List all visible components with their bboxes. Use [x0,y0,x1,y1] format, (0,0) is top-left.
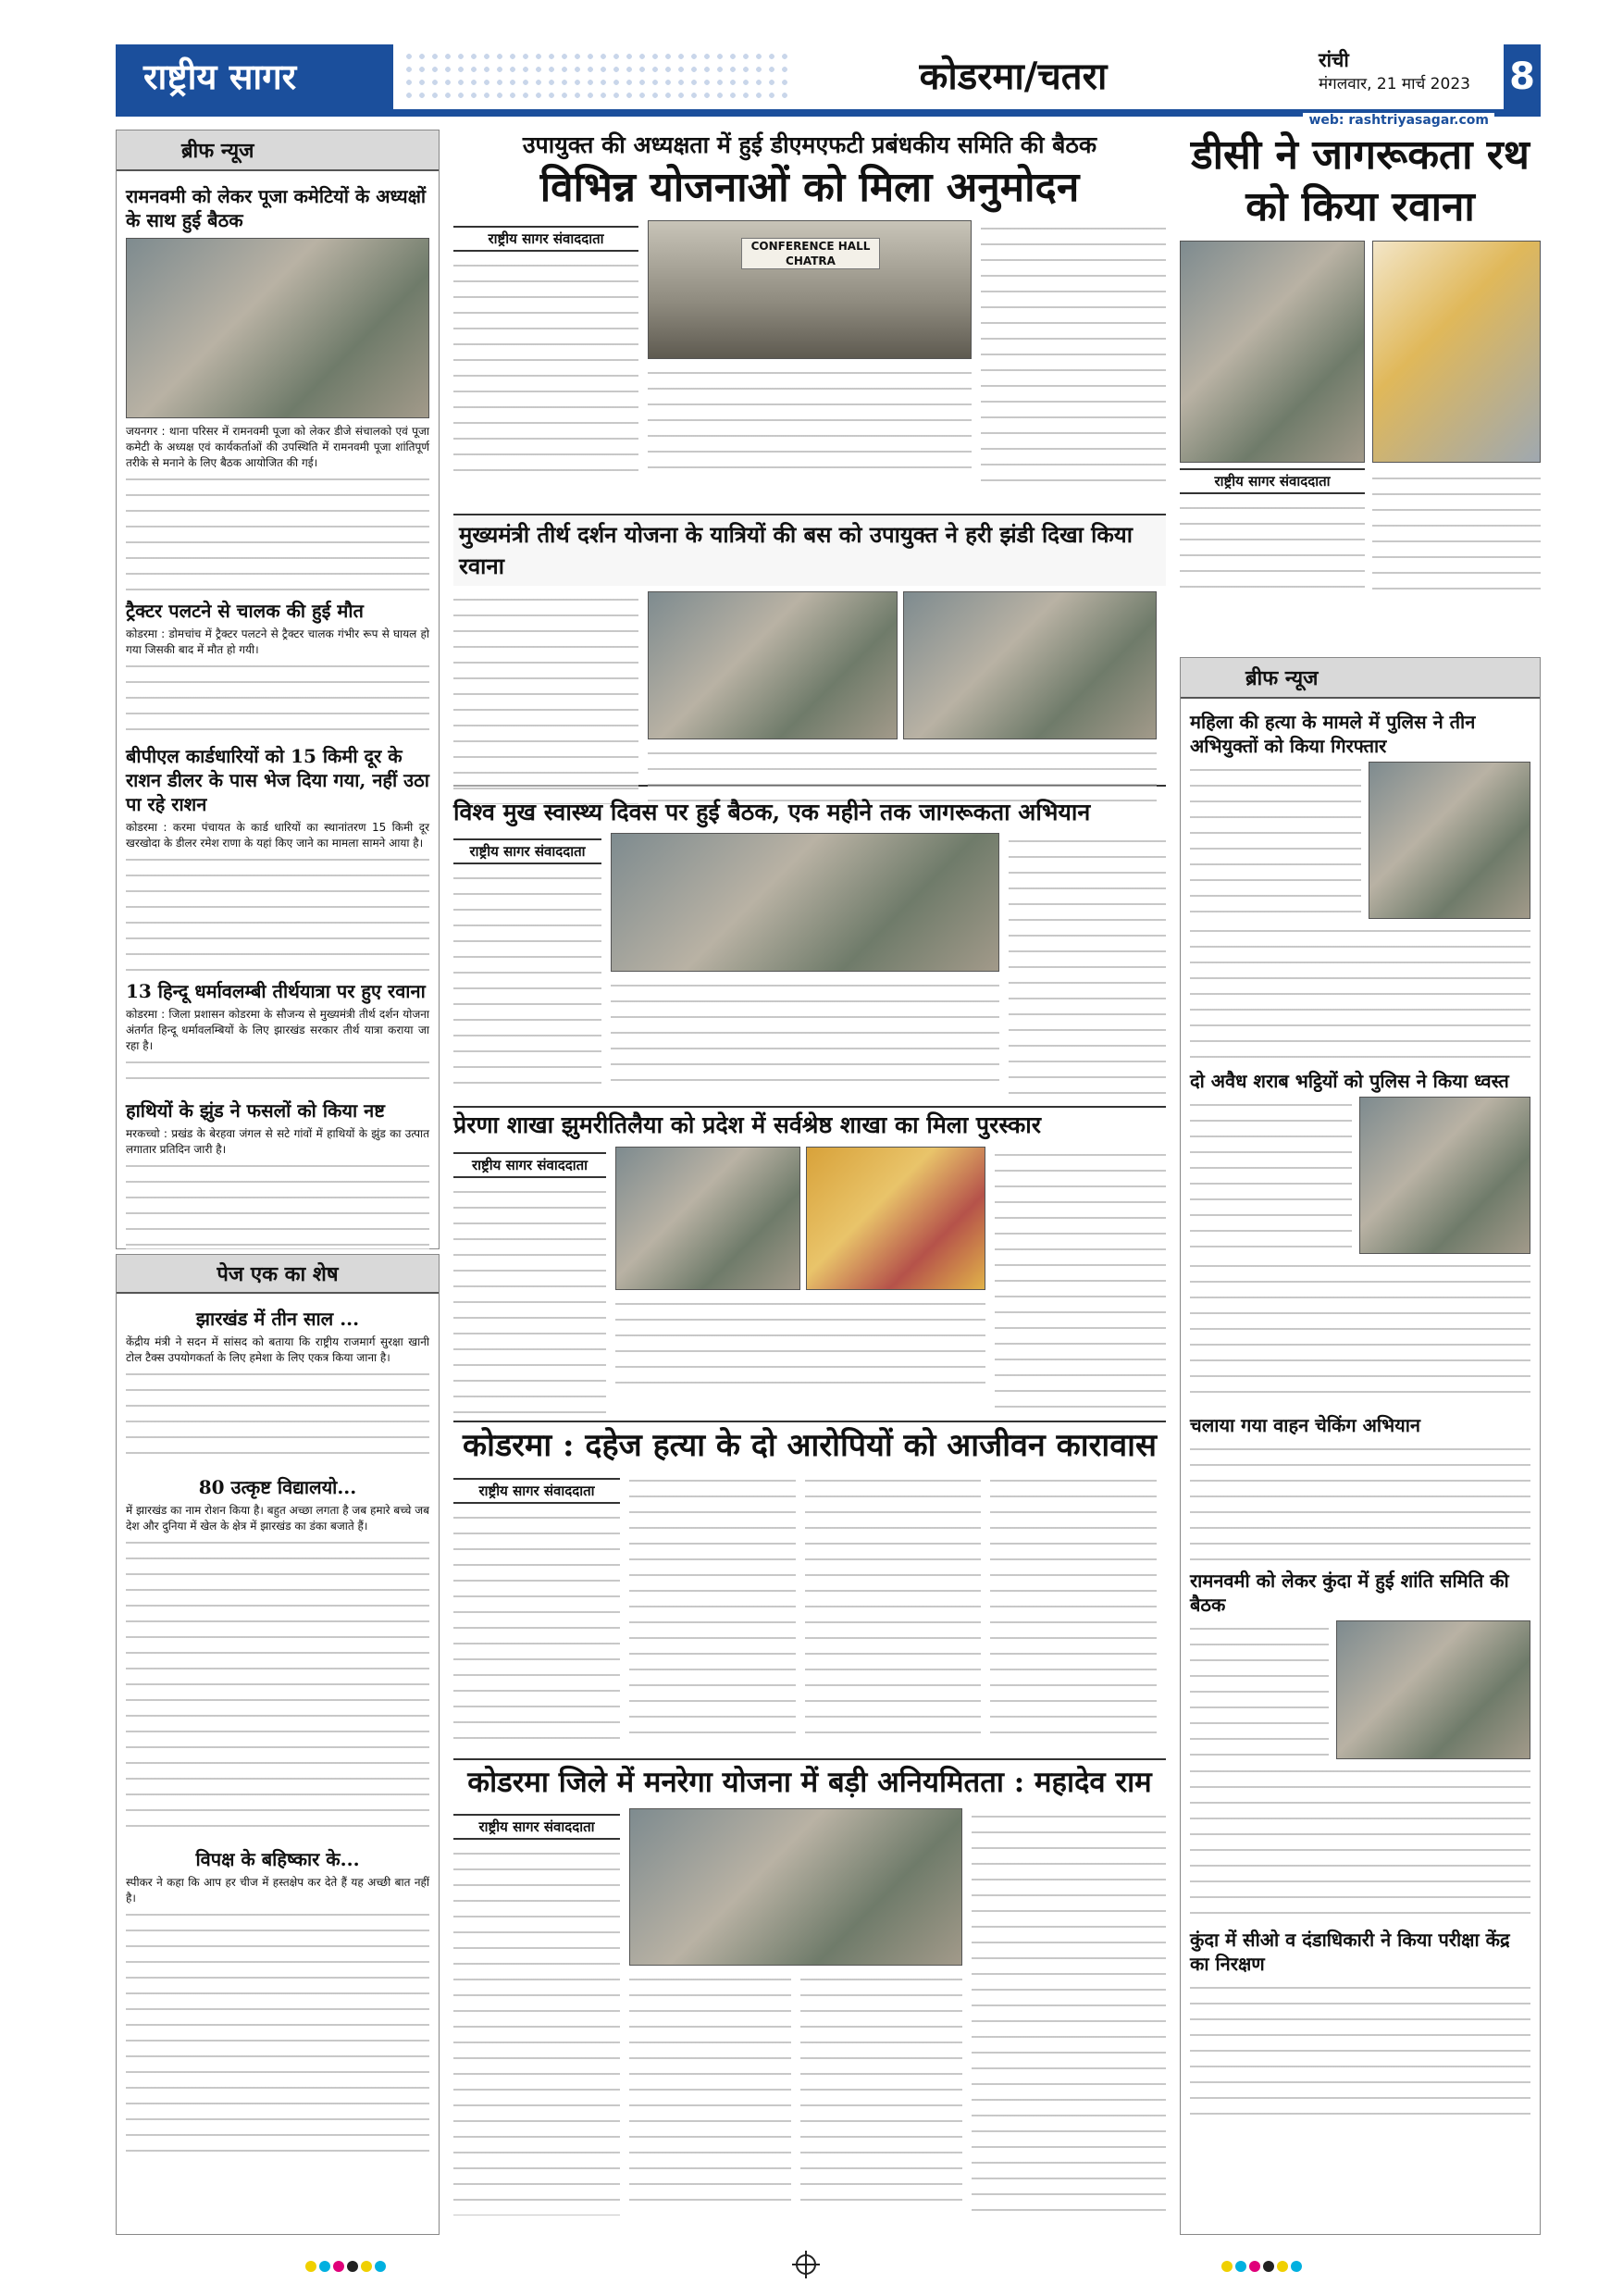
continuation-headline: 80 उत्कृष्ट विद्यालयो... [198,1476,357,1498]
story-text-lines [453,1845,620,2215]
dateline [1319,48,1504,96]
byline: राष्ट्रीय सागर संवाददाता [453,226,638,252]
brief-headline: कुंदा में सीओ व दंडाधिकारी ने किया परीक्षा केंद्र का निरक्षण [1190,1929,1510,1975]
story-text-lines [629,1971,791,2203]
newspaper-logo: राष्ट्रीय सागर [116,44,393,109]
story-text-lines [453,870,601,1097]
story-headline: विश्व मुख स्वास्थ्य दिवस पर हुई बैठक, एक महीने तक जागरूकता अभियान [453,799,1091,825]
byline: राष्ट्रीय सागर संवाददाता [453,838,601,864]
story-text-lines [1190,1763,1530,1920]
print-registration-dots [305,2258,389,2271]
story-text-lines [990,1472,1157,1745]
website-link[interactable]: web: rashtriyasagar.com [1303,113,1494,128]
photo-flag-off-chariot [1180,241,1365,463]
photo-liquor-raid [1359,1097,1530,1254]
story-text-lines [1190,1097,1352,1254]
story-text-lines [1190,1980,1530,2118]
story-text-lines [126,1534,429,1840]
story-headline: कोडरमा जिले में मनरेगा योजना में बड़ी अनियमितता : महादेव राम [467,1766,1152,1799]
story-text-lines [126,1906,429,2166]
story-text-lines [126,1366,429,1468]
byline: राष्ट्रीय सागर संवाददाता [1180,468,1365,494]
story-body: कोडरमा : डोमचांच में ट्रैक्टर पलटने से ट्रैक्टर चालक गंभीर रूप से घायल हो गया जिसकी बाद में मौत हो गयी। [126,627,429,656]
story-text-lines [453,591,638,804]
story-text-lines [981,220,1166,489]
continuation-tag: पेज एक का शेष [117,1255,439,1294]
story-mnrega [453,1758,1166,2240]
story-text-lines [1190,1620,1329,1759]
continuation-body: स्पीकर ने कहा कि आप हर चीज में हस्तक्षेप कर देते हैं यह अच्छी बात नहीं है। [126,1876,429,1905]
story-text-lines [615,1296,985,1397]
story-text-lines [1190,1258,1530,1406]
photo-peace-committee [1336,1620,1530,1759]
story-headline: विभिन्न योजनाओं को मिला अनुमोदन [539,164,1080,211]
story-text-lines [126,658,429,737]
continuation-body: में झारखंड का नाम रोशन किया है। बहुत अच्छा लगता है जब हमारे बच्चे जब देश और दुनिया में खेल के क्षेत्र में झारखंड का डंका बजाते हैं। [126,1504,429,1533]
story-oral-health [453,796,1166,1101]
story-headline: 13 हिन्दू धर्मावलम्बी तीर्थयात्रा पर हुए रवाना [126,980,426,1002]
story-text-lines [805,1472,981,1745]
brief-headline: महिला की हत्या के मामले में पुलिस ने तीन अभियुक्तों को किया गिरफ्तार [1190,711,1476,757]
story-headline: रामनवमी को लेकर पूजा कमेटियों के अध्यक्षों के साथ हुई बैठक [126,185,427,231]
photo-pilgrims [648,591,898,739]
section-title: कोडरमा/चतरा [919,55,1108,98]
continuation-headline: झारखंड में तीन साल ... [195,1308,360,1330]
continuation-body: केंद्रीय मंत्री ने सदन में सांसद को बताया कि राष्ट्रीय राजमार्ग सुरक्षा खानी टोल टैक्स उपयोगकर्ता के लिए हमेशा के लिए एकत्र किया जाना है। [126,1335,429,1364]
left-continuation-column [116,1254,440,2235]
story-text-lines [453,1184,606,1415]
story-awareness-chariot [1180,130,1541,648]
byline: राष्ट्रीय सागर संवाददाता [453,1478,620,1504]
story-body: जयनगर : थाना परिसर में रामनवमी पूजा को लेकर डीजे संचालको एवं पूजा कमेटी के अध्यक्ष एवं कार्यकर्ताओं की उपस्थिति में रामनवमी पूजा शांतिपूर्ण तरीके से मनाने के लिए बैठक आयोजित की गई। [126,425,429,469]
photo-award [615,1147,800,1290]
story-headline: कोडरमा : दहेज हत्या के दो आरोपियों को आजीवन कारावास [463,1427,1157,1464]
story-text-lines [1190,762,1361,919]
story-tirth-darshan [453,514,1166,787]
dateline-city: रांची [1319,49,1349,71]
brief-headline: रामनवमी को लेकर कुंदा में हुई शांति समिति की बैठक [1190,1570,1509,1616]
brief-news-tag: ब्रीफ न्यूज [117,130,439,171]
photo-meeting [126,238,429,418]
story-text-lines [1190,923,1530,1061]
photo-sign-line: CONFERENCE HALL [750,240,871,253]
byline: राष्ट्रीय सागर संवाददाता [453,1814,620,1840]
story-body: कोडरमा : जिला प्रशासन कोडरमा के सौजन्य से मुख्यमंत्री तीर्थ दर्शन योजना अंतर्गत हिन्दू धर्मावलम्बियों के लिए झारखंड सरकार तीर्थ यात्रा कराया जा रहा है। [126,1008,429,1052]
story-text-lines [995,1147,1166,1410]
photo-accused [1369,762,1530,919]
print-registration-dots [1221,2258,1305,2271]
story-dowry-murder [453,1421,1166,1754]
story-text-lines [453,1509,620,1750]
photo-flag-off [903,591,1157,739]
story-headline: प्रेरणा शाखा झुमरीतिलैया को प्रदेश में सर्वश्रेष्ठ शाखा का मिला पुरस्कार [453,1111,1041,1138]
story-text-lines [972,1808,1166,2211]
decorative-dot-pattern [403,50,791,104]
story-text-lines [629,1472,796,1745]
right-brief-column [1180,657,1541,2235]
brief-headline: दो अवैध शराब भट्ठियों को पुलिस ने किया ध्वस्त [1190,1070,1509,1092]
byline: राष्ट्रीय सागर संवाददाता [453,1152,606,1178]
story-headline: ट्रैक्टर पलटने से चालक की हुई मौत [126,600,364,622]
brief-news-tag: ब्रीफ न्यूज [1181,658,1540,699]
story-text-lines [453,257,638,475]
story-text-lines [1372,470,1541,600]
photo-health-meeting [611,833,999,972]
story-headline: हाथियों के झुंड ने फसलों को किया नष्ट [126,1099,385,1122]
story-text-lines [126,851,429,972]
story-kicker: उपायुक्त की अध्यक्षता में हुई डीएमएफटी प्रबंधकीय समिति की बैठक [522,131,1097,158]
story-text-lines [1180,500,1365,597]
photo-members [806,1147,985,1290]
photo-conference-hall [648,220,972,359]
story-body: कोडरमा : करमा पंचायत के कार्ड धारियों का स्थानांतरण 15 किमी दूर खरखोदा के डीलर रमेश राणा के यहां किए जाने का मामला सामने आया है। [126,821,429,850]
story-text-lines [800,1971,962,2203]
story-text-lines [1009,833,1166,1101]
story-text-lines [611,977,999,1093]
story-prerna-shakha [453,1106,1166,1416]
dateline-date: मंगलवार, 21 मार्च 2023 [1319,75,1470,93]
story-body: मरकच्चो : प्रखंड के बेरहवा जंगल से सटे गांवों में हाथियों के झुंड का उत्पात लगातार प्रतिदिन जारी है। [126,1127,429,1156]
left-brief-column [116,130,440,1249]
brief-headline: चलाया गया वाहन चेकिंग अभियान [1190,1414,1421,1436]
photo-mnrega-meeting [629,1808,962,1966]
masthead [116,44,1541,128]
story-dmft-meeting [453,130,1166,509]
story-headline: मुख्यमंत्री तीर्थ दर्शन योजना के यात्रियों की बस को उपायुक्त ने हरी झंडी दिखा किया रवाना [453,515,1166,586]
story-headline: डीसी ने जागरूकता रथ को किया रवाना [1191,131,1530,230]
story-text-lines [1190,1441,1530,1561]
story-headline: बीपीएल कार्डधारियों को 15 किमी दूर के राशन डीलर के पास भेज दिया गया, नहीं उठा पा रहे राशन [126,745,429,815]
page-number: 8 [1504,44,1541,109]
photo-sign-line: CHATRA [786,254,836,267]
story-text-lines [126,471,429,591]
registration-crosshair-icon [796,2254,816,2275]
story-text-lines [126,1054,429,1091]
story-text-lines [648,365,972,476]
continuation-headline: विपक्ष के बहिष्कार के... [195,1848,360,1870]
photo-chariot-vehicle [1372,241,1541,463]
